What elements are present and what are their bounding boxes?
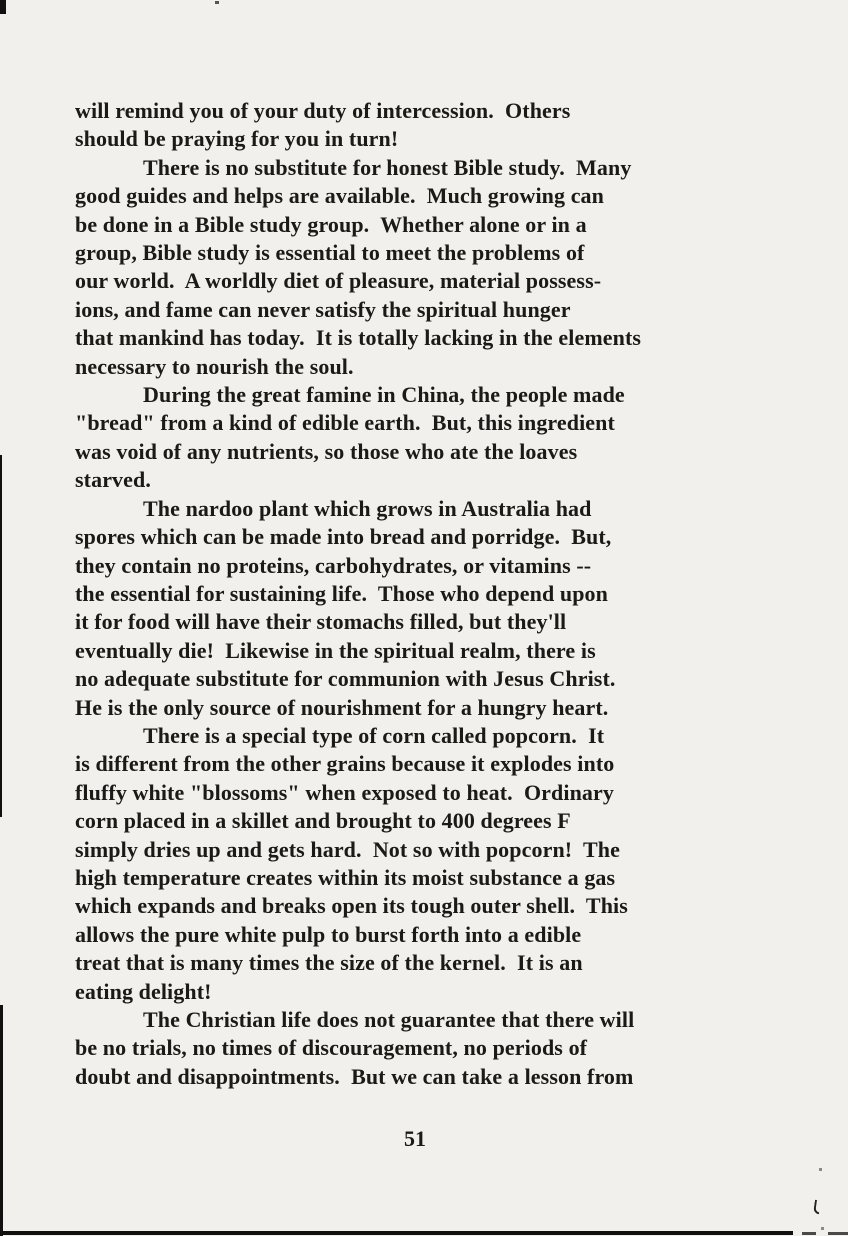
text-line: He is the only source of nourishment for a hungry heart. <box>75 694 609 720</box>
text-line: corn placed in a skillet and brought to 400 degrees F <box>75 808 571 834</box>
scan-artifact-bottom-dash <box>802 1232 816 1235</box>
text-line: allows the pure white pulp to burst forth into a edible <box>75 921 582 947</box>
text-line: which expands and breaks open its tough outer shell. This <box>75 893 628 919</box>
text-line: is different from the other grains because it explodes into <box>75 751 615 777</box>
text-line: simply dries up and gets hard. Not so with popcorn! The <box>75 836 620 862</box>
text-line: should be praying for you in turn! <box>75 126 399 152</box>
text-line: fluffy white "blossoms" when exposed to heat. Ordinary <box>75 779 614 805</box>
text-line: group, Bible study is essential to meet the problems of <box>75 240 585 266</box>
text-line: they contain no proteins, carbohydrates, or vitamins -- <box>75 552 592 578</box>
text-line: The Christian life does not guarantee that there will <box>143 1007 635 1032</box>
text-line: necessary to nourish the soul. <box>75 353 354 379</box>
text-line: good guides and helps are available. Much growing can <box>75 183 604 209</box>
text-line: the essential for sustaining life. Those who depend upon <box>75 580 608 606</box>
text-line: "bread" from a kind of edible earth. But, this ingredient <box>75 410 615 436</box>
text-line: During the great famine in China, the people made <box>143 382 625 408</box>
scan-artifact-squiggle-mark <box>813 1200 821 1215</box>
text-line: eventually die! Likewise in the spiritual realm, there is <box>75 637 596 663</box>
text-line: doubt and disappointments. But we can take a lesson from <box>75 1063 634 1089</box>
text-line: eating delight! <box>75 978 212 1004</box>
text-line: There is no substitute for honest Bible study. Many <box>143 154 632 180</box>
scan-artifact-top-left-corner <box>0 0 6 14</box>
text-line: treat that is many times the size of the kernel. It is an <box>75 950 583 976</box>
scan-artifact-right-speck <box>819 1168 822 1171</box>
scan-artifact-top-speck <box>215 1 219 4</box>
text-line: will remind you of your duty of intercession. Others <box>75 98 571 123</box>
scan-artifact-bottom-dash <box>828 1232 848 1235</box>
scan-artifact-left-edge-line-upper <box>0 455 2 817</box>
text-line: it for food will have their stomachs filled, but they'll <box>75 609 567 635</box>
text-line: be no trials, no times of discouragement, no periods of <box>75 1035 588 1061</box>
text-line: our world. A worldly diet of pleasure, material possess- <box>75 268 602 294</box>
text-line: high temperature creates within its moist substance a gas <box>75 864 616 890</box>
text-line: ions, and fame can never satisfy the spiritual hunger <box>75 296 571 322</box>
scan-artifact-right-speck <box>821 1227 824 1230</box>
scan-artifact-bottom-edge-bar <box>0 1231 793 1235</box>
text-line: starved. <box>75 467 151 493</box>
scan-artifact-left-edge-line-lower <box>0 1005 3 1236</box>
text-line: be done in a Bible study group. Whether alone or in a <box>75 211 587 237</box>
text-line: was void of any nutrients, so those who ate the loaves <box>75 438 578 464</box>
text-line: spores which can be made into bread and porridge. But, <box>75 524 612 550</box>
text-line: that mankind has today. It is totally lacking in the elements <box>75 325 642 351</box>
text-line: There is a special type of corn called popcorn. It <box>143 722 605 748</box>
page-number: 51 <box>404 1126 426 1151</box>
text-line: The nardoo plant which grows in Australia had <box>143 495 592 521</box>
text-line: no adequate substitute for communion with Jesus Christ. <box>75 666 616 692</box>
page-text <box>75 97 795 1091</box>
